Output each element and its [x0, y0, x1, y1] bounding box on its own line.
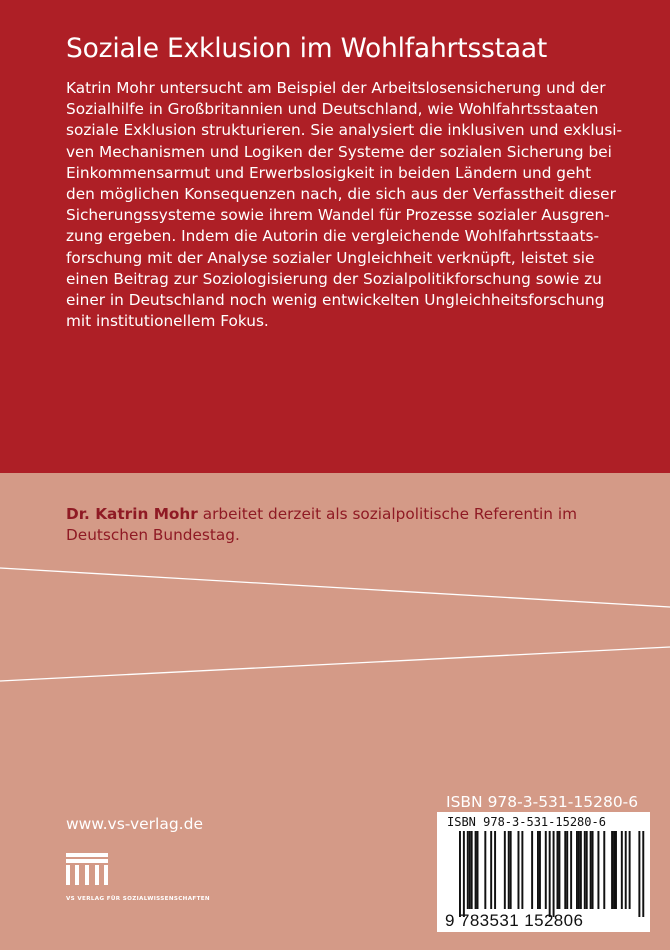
blurb-line: einen Beitrag zur Soziologisierung der Sozialpolitikforschung sowie zu [66, 269, 602, 288]
barcode-bar [477, 831, 479, 909]
barcode-bar [629, 831, 631, 909]
barcode-bar [553, 831, 555, 917]
barcode-bar [580, 831, 582, 909]
barcode-bar [467, 831, 469, 909]
barcode-bar [490, 831, 492, 909]
barcode-bar [518, 831, 520, 909]
diagonal-line-2 [0, 647, 670, 681]
barcode-isbn-text: ISBN 978-3-531-15280-6 [447, 815, 606, 829]
blurb-line: ven Mechanismen und Logiken der Systeme der sozialen Sicherung bei [66, 142, 612, 161]
barcode-bar [459, 831, 461, 917]
barcode-bar [510, 831, 512, 909]
book-title: Soziale Exklusion im Wohlfahrtsstaat [66, 33, 548, 64]
book-blurb [66, 78, 646, 332]
barcode-bar [625, 831, 627, 909]
barcode-bar [557, 831, 559, 909]
barcode-bar [469, 831, 471, 909]
barcode-bar [611, 831, 613, 909]
barcode-bar [590, 831, 592, 909]
publisher-logo-text: VS VERLAG FÜR SOZIALWISSENSCHAFTEN [66, 896, 210, 902]
barcode-bar [463, 831, 465, 917]
blurb-line: mit institutionellem Fokus. [66, 312, 269, 331]
barcode-bar [638, 831, 640, 917]
barcode-bar [494, 831, 496, 909]
barcode-bar [578, 831, 580, 909]
author-name: Dr. Katrin Mohr [66, 505, 198, 523]
barcode-bar [545, 831, 547, 909]
blurb-line: zung ergeben. Indem die Autorin die vergleichende Wohlfahrtsstaats- [66, 227, 600, 246]
barcode-bar [566, 831, 568, 909]
barcode-bar [531, 831, 533, 909]
blurb-line: Sozialhilfe in Großbritannien und Deutschland, wie Wohlfahrtsstaaten [66, 100, 599, 119]
publisher-logo-icon [66, 853, 114, 895]
barcode-bar [613, 831, 615, 909]
author-bio-line-1 [66, 504, 577, 525]
barcode-bar [508, 831, 510, 909]
barcode-bar [521, 831, 523, 909]
barcode-bar [484, 831, 486, 909]
barcode-bar [564, 831, 566, 909]
blurb-line: einer in Deutschland noch wenig entwickelten Ungleichheitsforschung [66, 291, 605, 310]
isbn-label: ISBN 978-3-531-15280-6 [446, 793, 639, 811]
barcode-bar [537, 831, 539, 909]
barcode [437, 812, 650, 932]
author-bio-line-2: Deutschen Bundestag. [66, 526, 240, 545]
blurb-line: Sicherungssysteme sowie ihrem Wandel für Prozesse sozialer Ausgren- [66, 206, 610, 225]
barcode-bar [549, 831, 551, 917]
blurb-line: Einkommensarmut und Erwerbslosigkeit in beiden Ländern und geht [66, 163, 592, 182]
barcode-bar [642, 831, 644, 917]
blurb-line: soziale Exklusion strukturieren. Sie analysiert die inklusiven und exklusi- [66, 121, 623, 140]
barcode-bar [576, 831, 578, 909]
publisher-url[interactable]: www.vs-verlag.de [66, 815, 203, 833]
barcode-bar [584, 831, 586, 909]
barcode-bar [504, 831, 506, 909]
author-bio-text: arbeitet derzeit als sozialpolitische Referentin im [197, 505, 578, 523]
barcode-digits: 9 783531 152806 [445, 911, 584, 930]
barcode-bar [615, 831, 617, 909]
barcode-bar [603, 831, 605, 909]
blurb-line: Katrin Mohr untersucht am Beispiel der Arbeitslosensicherung und der [66, 79, 606, 97]
blurb-line: den möglichen Konsequenzen nach, die sich aus der Verfasstheit dieser [66, 185, 616, 204]
author-bio [66, 504, 577, 546]
diagonal-line-1 [0, 568, 670, 607]
barcode-bar [475, 831, 477, 909]
barcode-bar [570, 831, 572, 909]
barcode-bar [592, 831, 594, 909]
barcode-bar [621, 831, 623, 909]
blurb-line: forschung mit der Analyse sozialer Ungleichheit verknüpft, leistet sie [66, 248, 595, 267]
barcode-bar [597, 831, 599, 909]
barcode-bar [539, 831, 541, 909]
barcode-bar [586, 831, 588, 909]
barcode-bar [558, 831, 560, 909]
barcode-bar [471, 831, 473, 909]
